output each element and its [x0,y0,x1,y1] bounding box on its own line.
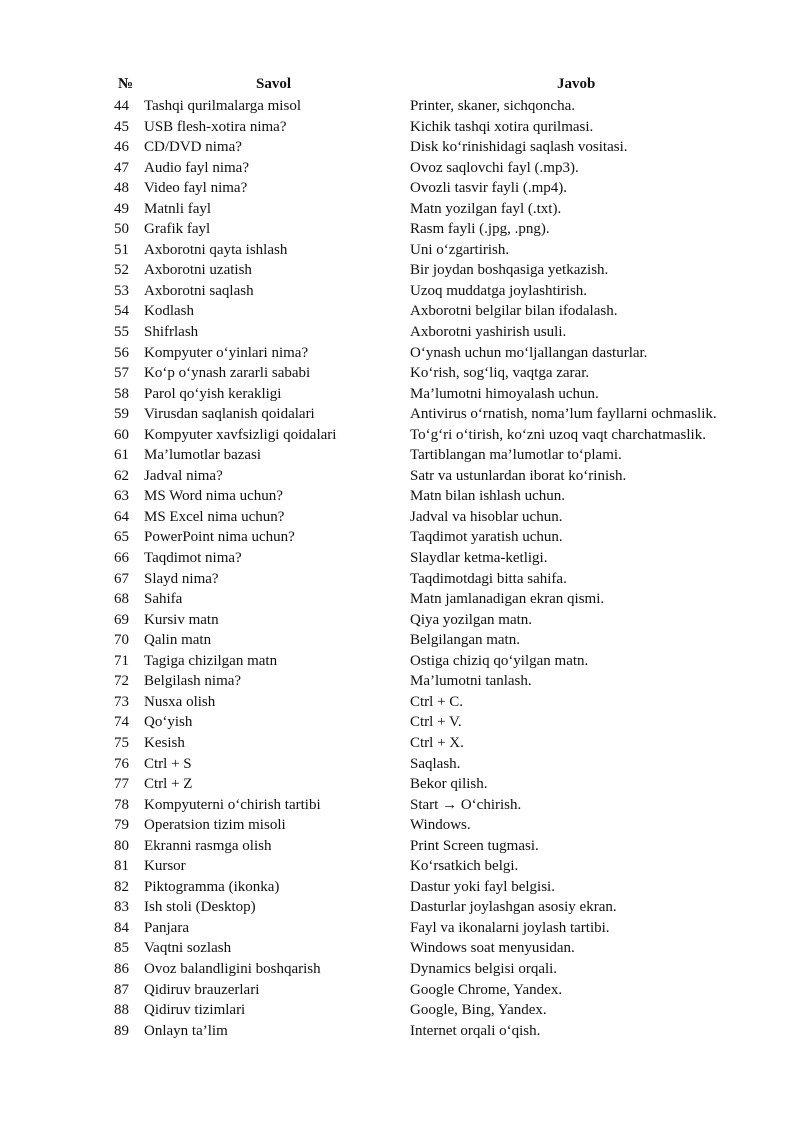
row-number: 58 [114,385,129,402]
table-row [0,754,800,775]
table-row [0,281,800,302]
answer-text: Windows soat menyusidan. [410,940,575,957]
table-row [0,486,800,507]
answer-text: Kichik tashqi xotira qurilmasi. [410,118,594,135]
answer-text: Belgilangan matn. [410,632,520,649]
answer-text: Ctrl + C. [410,693,464,710]
table-row [0,856,800,877]
question-text: Ko‘p o‘ynash zararli sababi [144,365,311,382]
table-row [0,980,800,1001]
table-row [0,815,800,836]
question-text: CD/DVD nima? [144,139,242,156]
table-row [0,692,800,713]
table-row [0,137,800,158]
table-row [0,363,800,384]
table-row [0,322,800,343]
row-number: 81 [114,858,129,875]
table-row [0,527,800,548]
table-row [0,1021,800,1042]
row-number: 82 [114,878,129,895]
table-row [0,774,800,795]
table-row [0,671,800,692]
row-number: 83 [114,899,129,916]
table-row [0,466,800,487]
answer-text: Windows. [410,817,471,834]
table-row [0,301,800,322]
header-number: № [118,76,134,92]
row-number: 78 [114,796,129,813]
answer-text: Slaydlar ketma-ketligi. [410,550,548,567]
row-number: 67 [114,570,129,587]
answer-text: Bir joydan boshqasiga yetkazish. [410,262,609,279]
row-number: 86 [114,960,129,977]
question-text: Ish stoli (Desktop) [144,899,256,916]
question-text: Kompyuter o‘yinlari nima? [144,344,309,361]
table-row [0,343,800,364]
answer-text: Ctrl + V. [410,714,462,731]
table-row [0,425,800,446]
row-number: 54 [114,303,129,320]
answer-text: Axborotni yashirish usuli. [410,324,567,341]
table-row [0,199,800,220]
row-number: 61 [114,447,129,464]
row-number: 64 [114,508,129,525]
question-text: Qidiruv brauzerlari [144,981,260,998]
row-number: 84 [114,919,129,936]
row-number: 45 [114,118,129,135]
question-text: MS Excel nima uchun? [144,508,285,525]
answer-text: Dynamics belgisi orqali. [410,960,558,977]
row-number: 49 [114,200,129,217]
table-row [0,959,800,980]
question-text: Tashqi qurilmalarga misol [144,98,301,114]
question-text: Panjara [144,919,189,936]
answer-text: Print Screen tugmasi. [410,837,539,854]
table-row [0,651,800,672]
answer-text: Tartiblangan ma’lumotlar to‘plami. [410,447,622,464]
answer-text: Matn jamlanadigan ekran qismi. [410,591,605,608]
table-row [0,938,800,959]
question-text: Audio fayl nima? [144,159,249,176]
row-number: 74 [114,714,129,731]
table-row [0,589,800,610]
row-number: 80 [114,837,129,854]
answer-text: Fayl va ikonalarni joylash tartibi. [410,919,610,936]
row-number: 71 [114,652,129,669]
table-row [0,445,800,466]
row-number: 56 [114,344,129,361]
question-text: Qo‘yish [144,714,193,731]
question-text: Ctrl + S [144,755,192,772]
question-text: Axborotni qayta ishlash [144,241,288,258]
answer-text: To‘g‘ri o‘tirish, ko‘zni uzoq vaqt charchatmaslik. [410,426,706,443]
answer-text: Satr va ustunlardan iborat ko‘rinish. [410,467,627,484]
question-text: Kompyuterni o‘chirish tartibi [144,796,321,813]
row-number: 44 [114,98,129,114]
table-row [0,1000,800,1021]
answer-text: Ovoz saqlovchi fayl (.mp3). [410,159,579,176]
table-row [0,712,800,733]
question-text: Kompyuter xavfsizligi qoidalari [144,426,337,443]
question-text: Kesish [144,734,185,751]
table-row [0,178,800,199]
table-row [0,96,800,117]
answer-text: Taqdimot yaratish uchun. [410,529,563,546]
table-row [0,117,800,138]
answer-text: Matn yozilgan fayl (.txt). [410,200,562,217]
answer-text: Dastur yoki fayl belgisi. [410,878,555,895]
answer-text: Saqlash. [410,755,461,772]
question-text: Virusdan saqlanish qoidalari [144,406,315,423]
question-text: Shifrlash [144,324,199,341]
question-text: Qalin matn [144,632,212,649]
row-number: 51 [114,241,129,258]
answer-text: Ctrl + X. [410,734,464,751]
row-number: 50 [114,221,129,238]
table-row [0,507,800,528]
answer-text: Qiya yozilgan matn. [410,611,533,628]
question-text: Ctrl + Z [144,776,193,793]
answer-text: Ko‘rsatkich belgi. [410,858,519,875]
question-text: Piktogramma (ikonka) [144,878,280,895]
row-number: 85 [114,940,129,957]
question-text: Kursor [144,858,186,875]
row-number: 73 [114,693,129,710]
answer-text: Uzoq muddatga joylashtirish. [410,282,588,299]
header-javob: Javob [557,76,596,92]
answer-text: Taqdimotdagi bitta sahifa. [410,570,567,587]
table-row [0,260,800,281]
row-number: 57 [114,365,129,382]
table-row [0,240,800,261]
answer-text: Google, Bing, Yandex. [410,1002,547,1019]
answer-text: Ovozli tasvir fayli (.mp4). [410,180,568,197]
row-number: 53 [114,282,129,299]
question-text: USB flesh-xotira nima? [144,118,287,135]
row-number: 77 [114,776,129,793]
question-text: Jadval nima? [144,467,223,484]
row-number: 75 [114,734,129,751]
table-row [0,219,800,240]
row-number: 60 [114,426,129,443]
table-row [0,795,800,816]
table-row [0,630,800,651]
question-text: MS Word nima uchun? [144,488,283,505]
question-text: Slayd nima? [144,570,219,587]
table-row [0,610,800,631]
row-number: 52 [114,262,129,279]
question-text: Onlayn ta’lim [144,1022,228,1039]
answer-text: Axborotni belgilar bilan ifodalash. [410,303,618,320]
question-text: Tagiga chizilgan matn [144,652,278,669]
row-number: 65 [114,529,129,546]
table-row [0,877,800,898]
table-row [0,733,800,754]
row-number: 87 [114,981,129,998]
row-number: 69 [114,611,129,628]
row-number: 79 [114,817,129,834]
table-row [0,897,800,918]
table-row [0,569,800,590]
question-text: Nusxa olish [144,693,216,710]
question-text: PowerPoint nima uchun? [144,529,295,546]
row-number: 89 [114,1022,129,1039]
table-body [0,96,800,1041]
table-row [0,918,800,939]
answer-text: Matn bilan ishlash uchun. [410,488,565,505]
answer-text: Rasm fayli (.jpg, .png). [410,221,550,238]
row-number: 76 [114,755,129,772]
row-number: 48 [114,180,129,197]
row-number: 66 [114,550,129,567]
answer-text: Ma’lumotni himoyalash uchun. [410,385,599,402]
question-text: Sahifa [144,591,183,608]
table-row [0,158,800,179]
question-text: Vaqtni sozlash [144,940,232,957]
answer-text: Bekor qilish. [410,776,488,793]
question-text: Video fayl nima? [144,180,248,197]
answer-text: Printer, skaner, sichqoncha. [410,98,575,114]
answer-text: O‘ynash uchun mo‘ljallangan dasturlar. [410,344,648,361]
table-header [0,76,800,96]
row-number: 68 [114,591,129,608]
answer-text: Antivirus o‘rnatish, noma’lum fayllarni ochmaslik. [410,406,717,423]
question-text: Parol qo‘yish kerakligi [144,385,282,402]
row-number: 62 [114,467,129,484]
question-text: Ekranni rasmga olish [144,837,272,854]
question-text: Kodlash [144,303,194,320]
row-number: 47 [114,159,129,176]
answer-text: Dasturlar joylashgan asosiy ekran. [410,899,617,916]
answer-text: Ma’lumotni tanlash. [410,673,532,690]
question-text: Kursiv matn [144,611,219,628]
row-number: 72 [114,673,129,690]
row-number: 70 [114,632,129,649]
row-number: 46 [114,139,129,156]
question-text: Axborotni uzatish [144,262,252,279]
row-number: 88 [114,1002,129,1019]
row-number: 63 [114,488,129,505]
answer-text: Disk ko‘rinishidagi saqlash vositasi. [410,139,628,156]
question-text: Ma’lumotlar bazasi [144,447,262,464]
question-text: Ovoz balandligini boshqarish [144,960,321,977]
question-text: Operatsion tizim misoli [144,817,286,834]
row-number: 55 [114,324,129,341]
answer-text: Start → O‘chirish. [410,796,522,813]
question-text: Grafik fayl [144,221,211,238]
row-number: 59 [114,406,129,423]
answer-text: Google Chrome, Yandex. [410,981,563,998]
answer-text: Internet orqali o‘qish. [410,1022,541,1039]
table-row [0,548,800,569]
table-row [0,384,800,405]
question-text: Matnli fayl [144,200,212,217]
answer-text: Ostiga chiziq qo‘yilgan matn. [410,652,589,669]
answer-text: Ko‘rish, sog‘liq, vaqtga zarar. [410,365,590,382]
answer-text: Uni o‘zgartirish. [410,241,510,258]
question-text: Belgilash nima? [144,673,242,690]
question-text: Axborotni saqlash [144,282,254,299]
question-text: Qidiruv tizimlari [144,1002,246,1019]
table-row [0,836,800,857]
question-text: Taqdimot nima? [144,550,242,567]
table-row [0,404,800,425]
header-savol: Savol [256,76,292,92]
answer-text: Jadval va hisoblar uchun. [410,508,563,525]
